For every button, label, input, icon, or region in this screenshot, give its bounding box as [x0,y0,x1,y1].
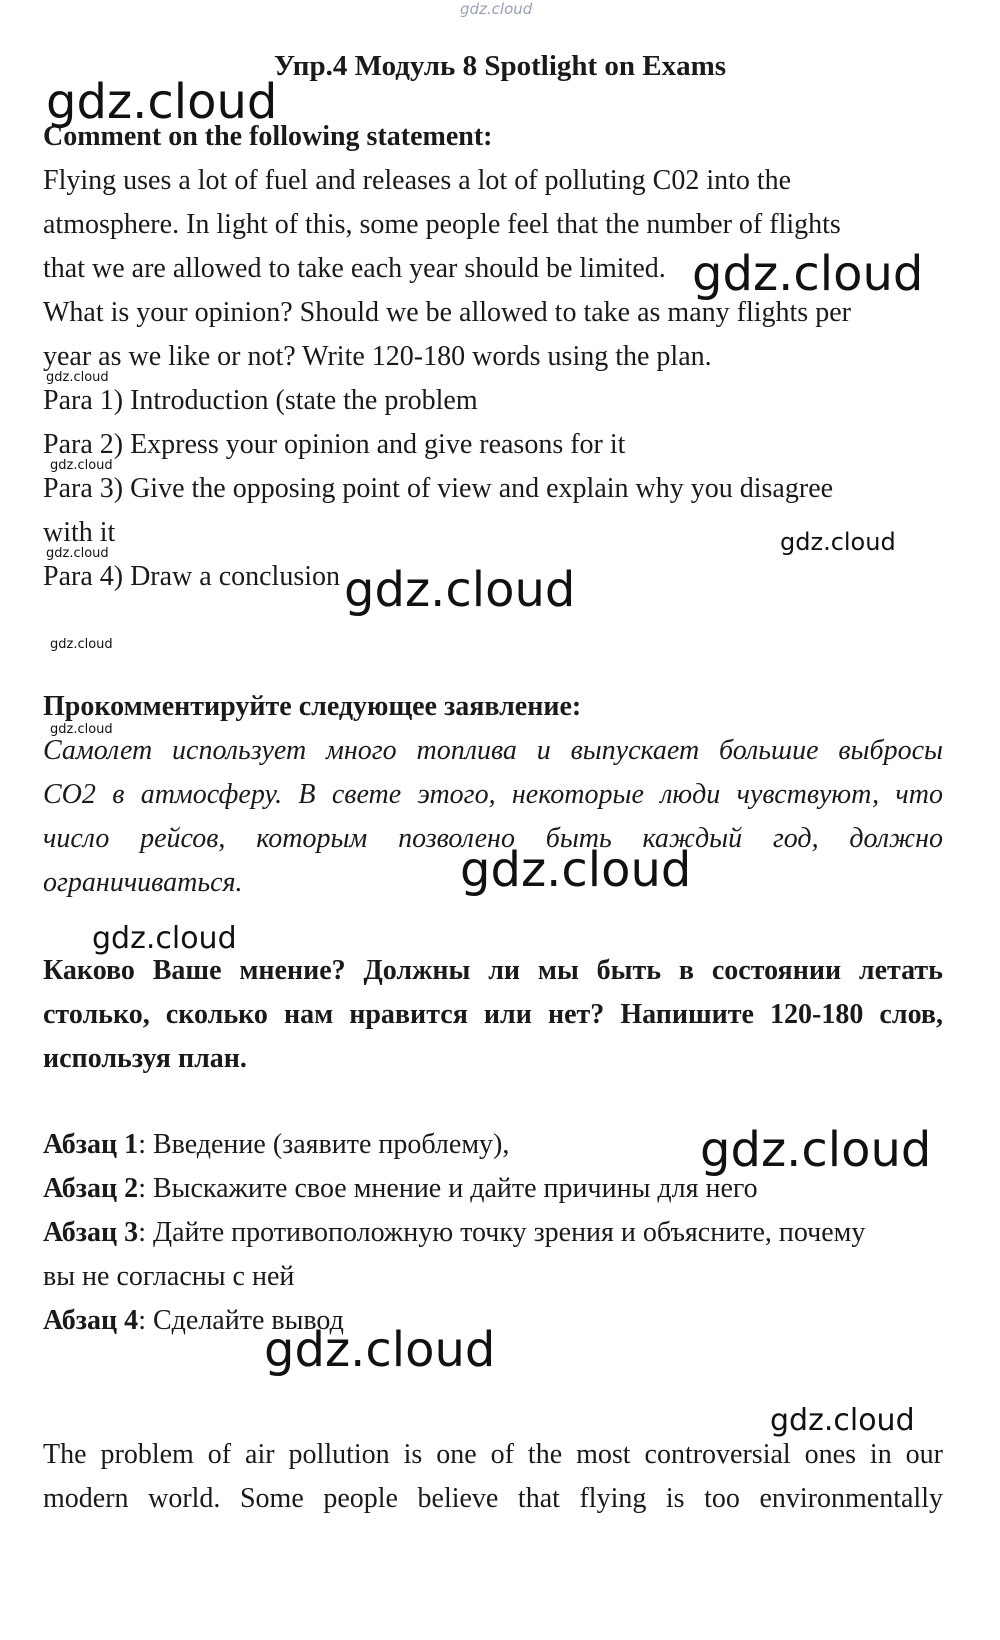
english-heading: Comment on the following statement: [43,121,493,152]
russian-question-line: Каково Ваше мнение? Должны ли мы быть в состоянии летать [43,955,943,986]
answer-line: The problem of air pollution is one of the most controversial ones in our [43,1439,943,1470]
watermark: gdz.cloud [50,458,113,473]
english-plan-item: Para 2) Express your opinion and give reasons for it [43,429,626,460]
watermark: gdz.cloud [46,370,109,385]
english-body-line: that we are allowed to take each year should be limited. [43,253,666,284]
watermark: gdz.cloud [264,1322,496,1378]
watermark: gdz.cloud [50,722,113,737]
english-body-line: year as we like or not? Write 120-180 words using the plan. [43,341,712,372]
russian-italic-line: CO2 в атмосферу. В свете этого, некоторые люди чувствуют, что [43,779,943,810]
watermark: gdz.cloud [46,546,109,561]
plan-label: Абзац 1 [43,1129,139,1160]
page-title: Упр.4 Модуль 8 Spotlight on Exams [273,50,727,82]
russian-italic-line: Самолет использует много топлива и выпускает большие выбросы [43,735,943,766]
russian-plan-item [43,1216,943,1250]
watermark: gdz.cloud [46,74,278,130]
plan-label: Абзац 3 [43,1217,139,1248]
english-body-line: What is your opinion? Should we be allowed to take as many flights per [43,297,851,328]
russian-italic-line: число рейсов, которым позволено быть каждый год, должно [43,823,943,854]
plan-text: вы не согласны с ней [43,1261,295,1292]
watermark: gdz.cloud [692,246,924,302]
answer-line: modern world. Some people believe that flying is too environmentally [43,1483,943,1514]
plan-text: : Введение (заявите проблему), [138,1129,510,1160]
watermark: gdz.cloud [780,528,896,556]
plan-text: : Сделайте вывод [138,1305,344,1336]
english-plan-item: Para 4) Draw a conclusion [43,561,341,592]
watermark: gdz.cloud [700,1122,932,1178]
watermark: gdz.cloud [344,562,576,618]
russian-plan-item [43,1260,943,1294]
english-plan-item: Para 1) Introduction (state the problem [43,385,478,416]
plan-text: : Выскажите свое мнение и дайте причины для него [138,1173,758,1204]
russian-question-line: используя план. [43,1043,247,1074]
english-plan-item: Para 3) Give the opposing point of view and explain why you disagree [43,473,834,504]
plan-label: Абзац 2 [43,1173,139,1204]
watermark: gdz.cloud [460,842,692,898]
russian-heading: Прокомментируйте следующее заявление: [43,691,582,722]
english-plan-item: with it [43,517,116,548]
english-body-line: atmosphere. In light of this, some people feel that the number of flights [43,209,841,240]
plan-text: : Дайте противоположную точку зрения и объясните, почему [138,1217,866,1248]
english-body-line: Flying uses a lot of fuel and releases a lot of polluting C02 into the [43,165,792,196]
russian-italic-line: ограничиваться. [43,867,243,898]
russian-question-line: столько, сколько нам нравится или нет? Напишите 120-180 слов, [43,999,943,1030]
plan-label: Абзац 4 [43,1305,139,1336]
watermark: gdz.cloud [770,1403,915,1438]
watermark-top: gdz.cloud [460,0,533,18]
watermark: gdz.cloud [92,921,237,956]
watermark: gdz.cloud [50,637,113,652]
